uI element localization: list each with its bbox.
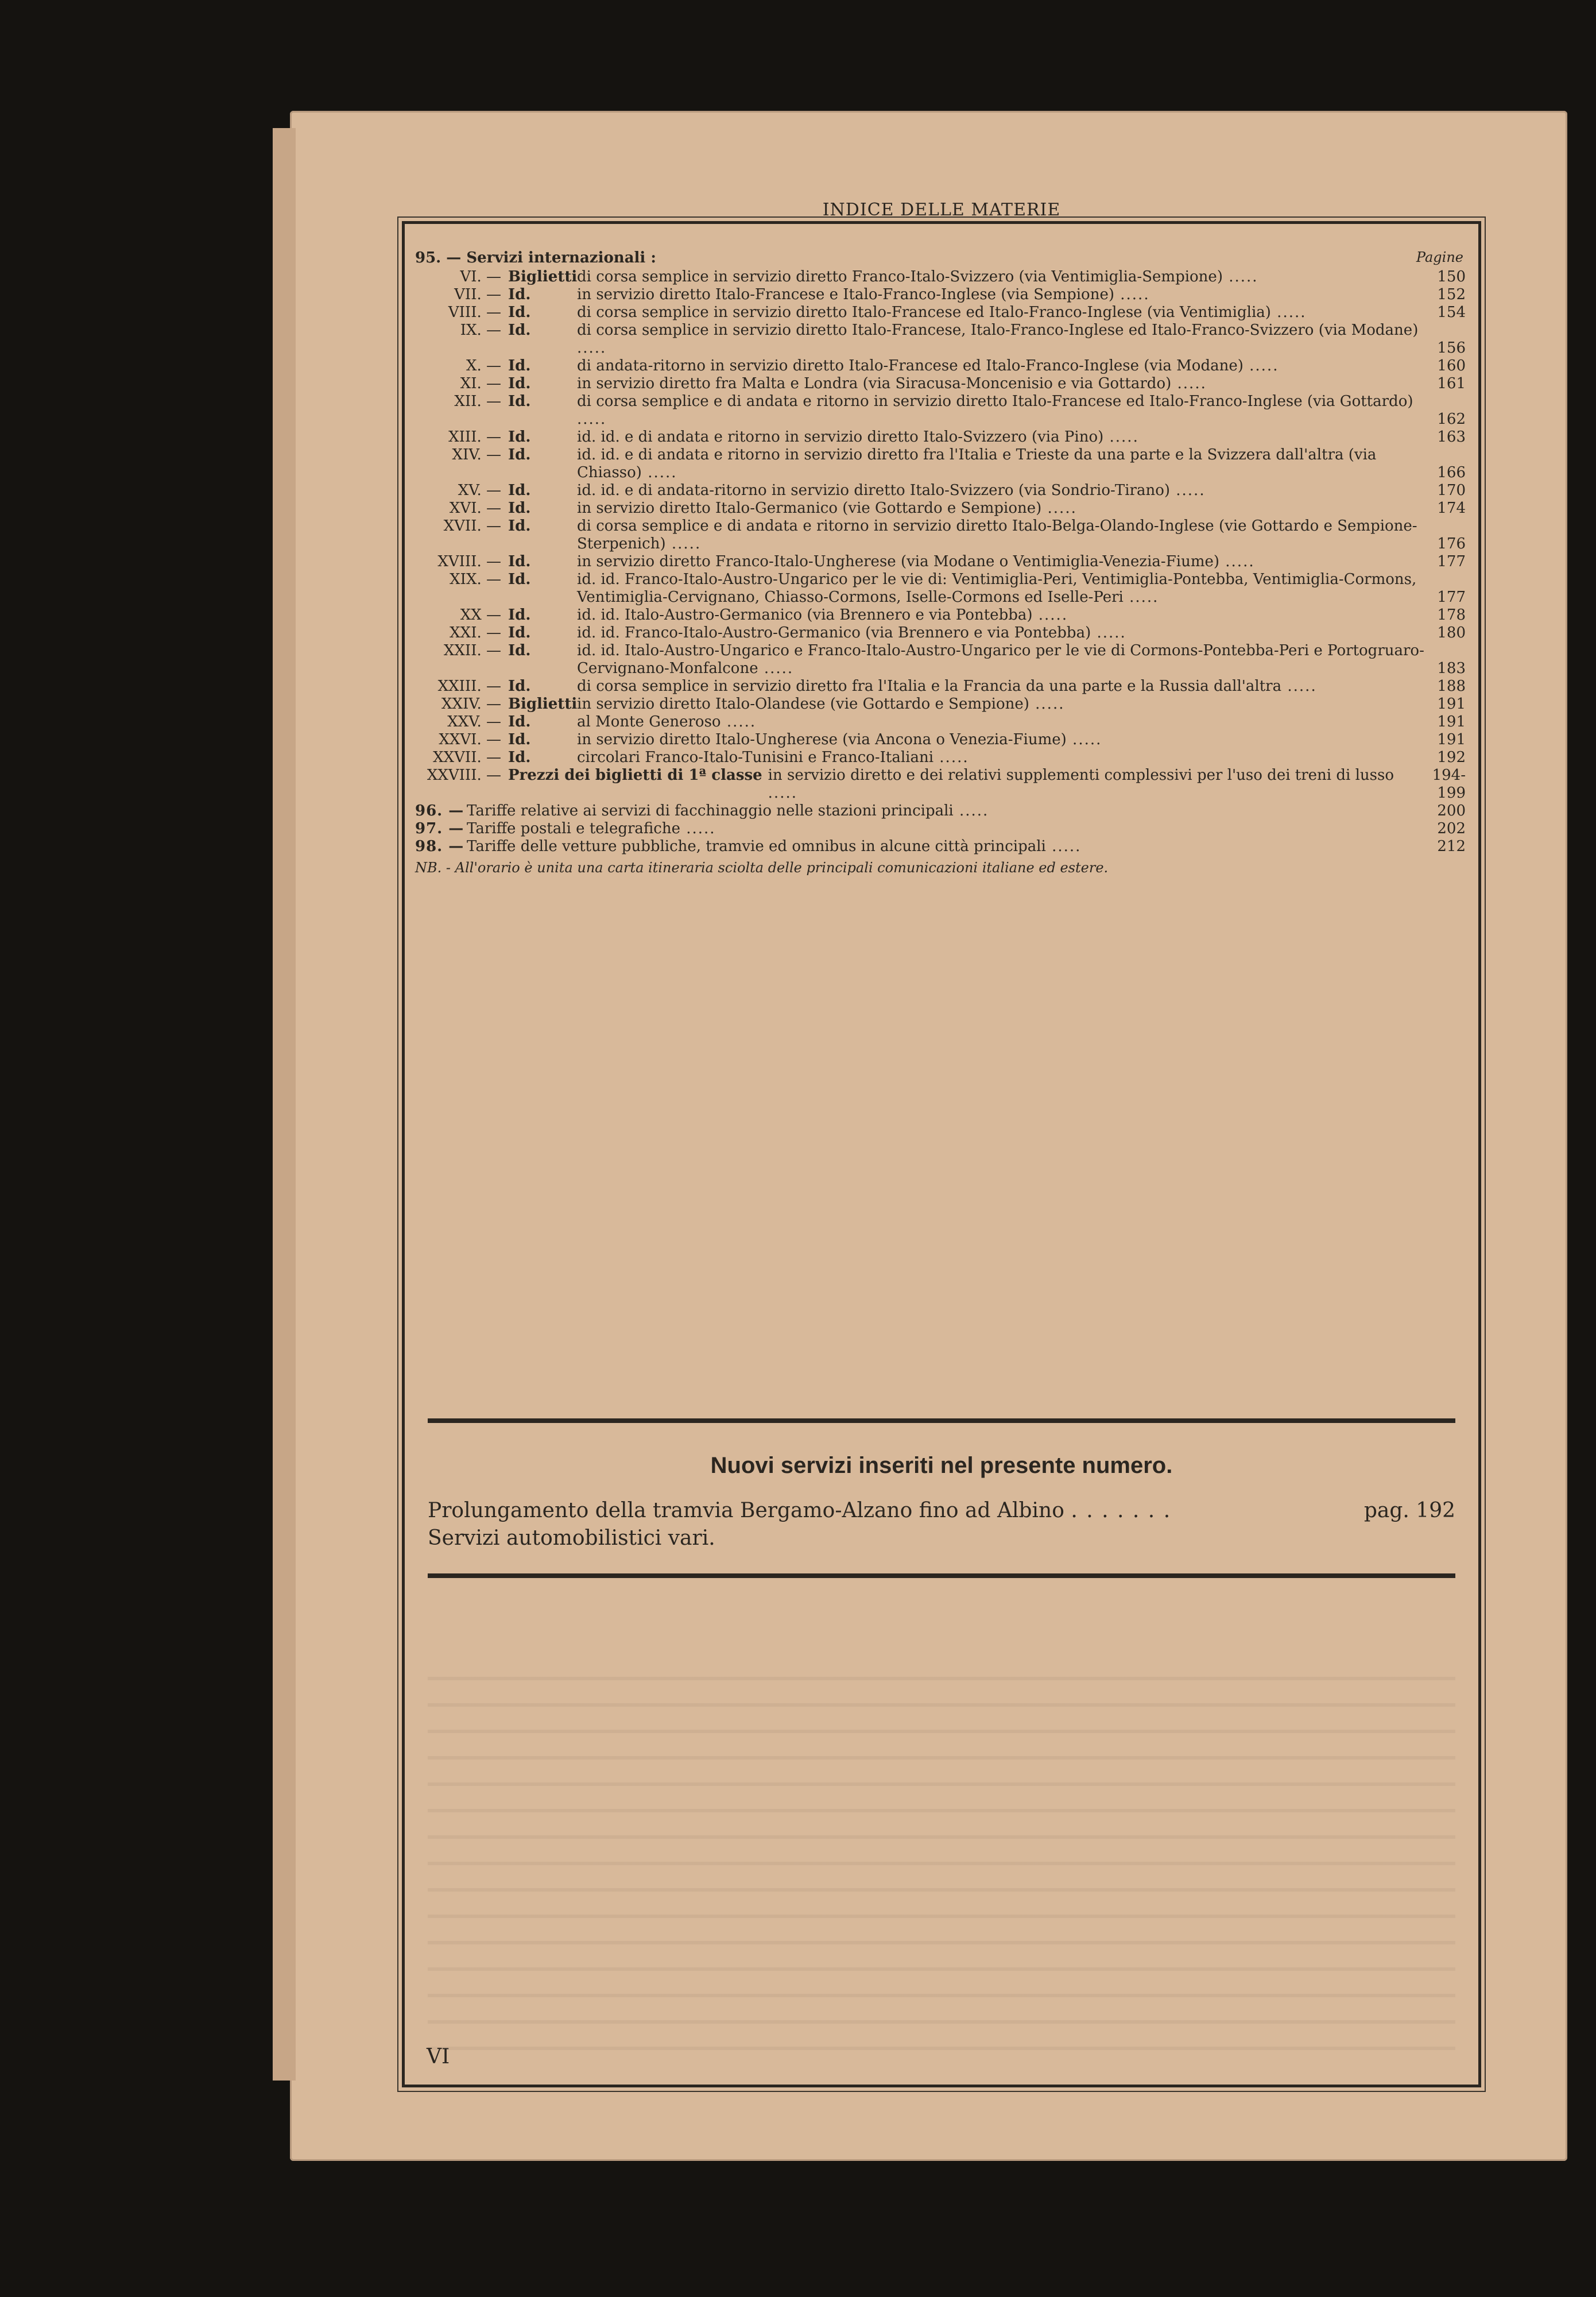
section-description: Tariffe relative ai servizi di facchinaggio nelle stazioni principali ..... 200: [467, 802, 1466, 819]
entry-page: 162: [1437, 411, 1466, 428]
entry-description: id. id. e di andata e ritorno in servizio diretto fra l'Italia e Trieste da una parte e la Svizzera dall'altra (via Chiasso) ..... 166: [577, 446, 1466, 481]
entry-text: in servizio diretto Italo-Germanico (vie Gottardo e Sempione): [577, 500, 1042, 517]
entry-id: Id.: [508, 678, 531, 695]
entry-id: Id.: [508, 393, 531, 410]
entry-text: id. id. e di andata e ritorno in servizio diretto Italo-Svizzero (via Pino): [577, 428, 1104, 446]
entry-text: id. id. Franco-Italo-Austro-Ungarico per le vie di: Ventimiglia-Peri, Ventimiglia-Pontebba, Ventimiglia-Cormons, Ventimiglia-Cervignano, Chiasso-Cormons, Iselle-Cormons ed Iselle-Peri: [577, 571, 1417, 606]
entry-number: XX —: [460, 606, 501, 624]
entry-text: al Monte Generoso: [577, 713, 721, 730]
divider-rule-2: [428, 1573, 1455, 1578]
nuovi-line-2: Servizi automobilistici vari.: [428, 1526, 715, 1550]
entry-description: di corsa semplice in servizio diretto Franco-Italo-Svizzero (via Ventimiglia-Sempione) ..... 150: [577, 268, 1466, 285]
entry-description: id. id. Italo-Austro-Germanico (via Brennero e via Pontebba) ..... 178: [577, 606, 1466, 624]
entry-number: VI. —: [460, 268, 501, 285]
entry-text: in servizio diretto Italo-Olandese (vie Gottardo e Sempione): [577, 695, 1029, 713]
entry-page: 166: [1437, 464, 1466, 481]
bleed-through-text: [428, 1671, 1455, 2050]
entry-number: XI. —: [460, 375, 501, 392]
entry-id: Id.: [508, 749, 531, 766]
entry-description: id. id. Italo-Austro-Ungarico e Franco-Italo-Austro-Ungarico per le vie di Cormons-Pontebba-Peri e Portogruaro-Cervignano-Monfalcone ..... 183: [577, 642, 1466, 677]
table-row: [415, 606, 1466, 624]
section-description: Tariffe postali e telegrafiche ..... 202: [467, 820, 1466, 837]
entry-description: di corsa semplice e di andata e ritorno in servizio diretto Italo-Francese ed Italo-Franco-Inglese (via Gottardo) ..... 162: [577, 393, 1466, 428]
entries-list: [415, 268, 1466, 802]
entry-page: 191: [1437, 731, 1466, 748]
entry-text: circolari Franco-Italo-Tunisini e Franco-Italiani: [577, 749, 934, 766]
entry-number: XXVII. —: [433, 749, 501, 766]
entry-page: 191: [1437, 713, 1466, 730]
entry-text: in servizio diretto fra Malta e Londra (via Siracusa-Moncenisio e via Gottardo): [577, 375, 1172, 392]
entry-number: IX. —: [460, 322, 501, 339]
entry-text: in servizio diretto Italo-Francese e Italo-Franco-Inglese (via Sempione): [577, 286, 1114, 303]
entry-page: 161: [1437, 375, 1466, 392]
entry-description: in servizio diretto Italo-Germanico (vie Gottardo e Sempione) ..... 174: [577, 500, 1466, 517]
entry-page: 192: [1437, 749, 1466, 766]
entry-id: Id.: [508, 322, 531, 339]
entry-number: XXVIII. —: [427, 767, 501, 784]
table-row: [415, 731, 1466, 749]
entry-description: al Monte Generoso ..... 191: [577, 713, 1466, 730]
entry-page: 180: [1437, 624, 1466, 641]
entry-number: XIV. —: [452, 446, 501, 463]
section-page: 200: [1437, 802, 1466, 819]
entry-number: XVI. —: [449, 500, 501, 517]
table-row: [415, 357, 1466, 375]
entry-id: Id.: [508, 642, 531, 659]
entry-page: 174: [1437, 500, 1466, 517]
entry-text: id. id. e di andata-ritorno in servizio diretto Italo-Svizzero (via Sondrio-Tirano): [577, 482, 1170, 499]
entry-text: in servizio diretto e dei relativi supplementi complessivi per l'uso dei treni di lusso: [768, 767, 1394, 784]
section-description: Tariffe delle vetture pubbliche, tramvie ed omnibus in alcune città principali ..... 212: [467, 838, 1466, 855]
table-row: [415, 286, 1466, 304]
table-row: [415, 428, 1466, 446]
entry-id: Id.: [508, 446, 531, 463]
table-row: [415, 304, 1466, 322]
entry-id: Id.: [508, 428, 531, 446]
table-row: [415, 642, 1466, 678]
entry-description: in servizio diretto Franco-Italo-Ungherese (via Modane o Ventimiglia-Venezia-Fiume) ..... 177: [577, 553, 1466, 570]
section-label: 98. —: [415, 838, 464, 855]
table-row: [415, 571, 1466, 606]
nuovi-line-1: Prolungamento della tramvia Bergamo-Alzano fino ad Albino . . . . . . . pag. 192: [428, 1499, 1455, 1522]
table-row: [415, 678, 1466, 695]
section-row: [415, 820, 1466, 838]
entry-page: 188: [1437, 678, 1466, 695]
entry-id: Id.: [508, 713, 531, 730]
table-row: [415, 268, 1466, 286]
entry-number: XII. —: [454, 393, 501, 410]
section-label: 96. —: [415, 802, 464, 819]
entry-number: XVII. —: [443, 517, 501, 535]
entry-text: id. id. Franco-Italo-Austro-Germanico (via Brennero e via Pontebba): [577, 624, 1091, 641]
entry-page: 178: [1437, 606, 1466, 624]
section-95-heading: 95. — Servizi internazionali :: [415, 249, 656, 266]
entry-page: 160: [1437, 357, 1466, 374]
entry-text: di corsa semplice e di andata e ritorno in servizio diretto Italo-Belga-Olando-Inglese (vie Gottardo e Sempione-Sterpenich): [577, 517, 1417, 552]
page-title: INDICE DELLE MATERIE: [822, 200, 1061, 220]
entry-page: 177: [1437, 553, 1466, 570]
entry-id: Id.: [508, 571, 531, 588]
entry-number: XXVI. —: [439, 731, 501, 748]
entry-page: 177: [1437, 589, 1466, 606]
table-row: [415, 482, 1466, 500]
entry-number: XXIV. —: [441, 695, 501, 713]
entry-text: di corsa semplice in servizio diretto Italo-Francese, Italo-Franco-Inglese ed Italo-Franco-Svizzero (via Modane): [577, 322, 1419, 339]
entry-id: Id.: [508, 517, 531, 535]
entry-text: di corsa semplice in servizio diretto fra l'Italia e la Francia da una parte e la Russia dall'altra: [577, 678, 1282, 695]
entry-id: Id.: [508, 553, 531, 570]
entry-id: Prezzi dei biglietti di 1ª classe: [508, 767, 762, 784]
table-row: [415, 375, 1466, 393]
entry-page: 163: [1437, 428, 1466, 446]
entry-text: in servizio diretto Italo-Ungherese (via Ancona o Venezia-Fiume): [577, 731, 1067, 748]
entry-id: Id.: [508, 606, 531, 624]
entry-description: id. id. Franco-Italo-Austro-Ungarico per le vie di: Ventimiglia-Peri, Ventimiglia-Pontebba, Ventimiglia-Cormons, Ventimiglia-Cervignano, Chiasso-Cormons, Iselle-Cormons ed Iselle-Peri ..... 177: [577, 571, 1466, 606]
entry-description: di corsa semplice e di andata e ritorno in servizio diretto Italo-Belga-Olando-Inglese (vie Gottardo e Sempione-Sterpenich) ..... 176: [577, 517, 1466, 552]
table-row: [415, 749, 1466, 767]
section-text: Tariffe delle vetture pubbliche, tramvie ed omnibus in alcune città principali: [467, 838, 1046, 855]
section-row: [415, 838, 1466, 856]
entry-id: Id.: [508, 624, 531, 641]
entry-description: di corsa semplice in servizio diretto Italo-Francese, Italo-Franco-Inglese ed Italo-Franco-Svizzero (via Modane) ..... 156: [577, 322, 1466, 357]
entry-number: XV. —: [458, 482, 501, 499]
entry-description: in servizio diretto Italo-Olandese (vie Gottardo e Sempione) ..... 191: [577, 695, 1466, 713]
entry-number: XXIII. —: [437, 678, 501, 695]
section-row: [415, 802, 1466, 820]
section-page: 202: [1437, 820, 1466, 837]
table-of-contents: [415, 246, 1466, 877]
entry-description: in servizio diretto e dei relativi supplementi complessivi per l'uso dei treni di lusso ..... 194-199: [768, 767, 1466, 802]
entry-description: in servizio diretto fra Malta e Londra (via Siracusa-Moncenisio e via Gottardo) ..... 161: [577, 375, 1466, 392]
tramvia-page: pag. 192: [1363, 1499, 1455, 1522]
underlying-page-edge: [273, 128, 296, 2081]
entry-number: XVIII. —: [437, 553, 501, 570]
pagine-label: Pagine: [1416, 249, 1463, 265]
entry-id: Id.: [508, 375, 531, 392]
entry-page: 183: [1437, 660, 1466, 677]
entry-text: di andata-ritorno in servizio diretto Italo-Francese ed Italo-Franco-Inglese (via Modane): [577, 357, 1244, 374]
entry-number: X. —: [466, 357, 501, 374]
entry-id: Biglietti: [508, 695, 578, 713]
entry-number: XIII. —: [448, 428, 501, 446]
entry-page: 194-199: [1432, 767, 1466, 802]
entry-description: in servizio diretto Italo-Ungherese (via Ancona o Venezia-Fiume) ..... 191: [577, 731, 1466, 748]
entry-id: Biglietti: [508, 268, 578, 285]
entry-text: di corsa semplice e di andata e ritorno in servizio diretto Italo-Francese ed Italo-Franco-Inglese (via Gottardo): [577, 393, 1413, 410]
entry-page: 170: [1437, 482, 1466, 499]
table-row: [415, 322, 1466, 357]
entry-description: di corsa semplice in servizio diretto fra l'Italia e la Francia da una parte e la Russia dall'altra ..... 188: [577, 678, 1466, 695]
entry-description: id. id. Franco-Italo-Austro-Germanico (via Brennero e via Pontebba) ..... 180: [577, 624, 1466, 641]
entry-text: di corsa semplice in servizio diretto Italo-Francese ed Italo-Franco-Inglese (via Ventimiglia): [577, 304, 1271, 321]
table-row: [415, 713, 1466, 731]
section-page: 212: [1437, 838, 1466, 855]
entry-description: id. id. e di andata e ritorno in servizio diretto Italo-Svizzero (via Pino) ..... 163: [577, 428, 1466, 446]
entry-description: di corsa semplice in servizio diretto Italo-Francese ed Italo-Franco-Inglese (via Ventimiglia) ..... 154: [577, 304, 1466, 321]
nb-note: NB. - All'orario è unita una carta itineraria sciolta delle principali comunicazioni italiane ed estere.: [415, 860, 1109, 876]
entry-description: id. id. e di andata-ritorno in servizio diretto Italo-Svizzero (via Sondrio-Tirano) ..... 170: [577, 482, 1466, 499]
entry-description: di andata-ritorno in servizio diretto Italo-Francese ed Italo-Franco-Inglese (via Modane) ..... 160: [577, 357, 1466, 374]
entry-number: XIX. —: [450, 571, 501, 588]
table-row: [415, 553, 1466, 571]
entry-description: in servizio diretto Italo-Francese e Italo-Franco-Inglese (via Sempione) ..... 152: [577, 286, 1466, 303]
entry-page: 156: [1437, 339, 1466, 357]
page-number: VI: [427, 2045, 450, 2068]
entry-id: Id.: [508, 357, 531, 374]
section-text: Tariffe relative ai servizi di facchinaggio nelle stazioni principali: [467, 802, 954, 819]
table-row: [415, 767, 1466, 802]
entry-text: id. id. Italo-Austro-Germanico (via Brennero e via Pontebba): [577, 606, 1033, 624]
sections-list: [415, 802, 1466, 856]
entry-description: circolari Franco-Italo-Tunisini e Franco-Italiani ..... 192: [577, 749, 1466, 766]
table-row: [415, 446, 1466, 482]
entry-number: VIII. —: [448, 304, 501, 321]
divider-rule: [428, 1418, 1455, 1423]
entry-id: Id.: [508, 731, 531, 748]
section-text: Tariffe postali e telegrafiche: [467, 820, 680, 837]
entry-id: Id.: [508, 500, 531, 517]
table-row: [415, 517, 1466, 553]
entry-number: XXI. —: [450, 624, 501, 641]
entry-text: di corsa semplice in servizio diretto Franco-Italo-Svizzero (via Ventimiglia-Sempione): [577, 268, 1223, 285]
entry-page: 176: [1437, 535, 1466, 552]
entry-id: Id.: [508, 286, 531, 303]
entry-id: Id.: [508, 304, 531, 321]
entry-number: XXV. —: [447, 713, 501, 730]
table-row: [415, 500, 1466, 517]
table-row: [415, 624, 1466, 642]
entry-number: VII. —: [454, 286, 501, 303]
entry-number: XXII. —: [443, 642, 501, 659]
tramvia-text: Prolungamento della tramvia Bergamo-Alzano fino ad Albino: [428, 1499, 1064, 1522]
entry-page: 191: [1437, 695, 1466, 713]
table-row: [415, 393, 1466, 428]
index-frame: [402, 200, 1481, 2087]
entry-text: in servizio diretto Franco-Italo-Ungherese (via Modane o Ventimiglia-Venezia-Fiume): [577, 553, 1220, 570]
entry-page: 150: [1437, 268, 1466, 285]
entry-text: id. id. Italo-Austro-Ungarico e Franco-Italo-Austro-Ungarico per le vie di Cormons-Pontebba-Peri e Portogruaro-Cervignano-Monfalcone: [577, 642, 1424, 677]
table-row: [415, 695, 1466, 713]
nuovi-servizi-title: Nuovi servizi inseriti nel presente numero.: [710, 1453, 1173, 1478]
entry-page: 154: [1437, 304, 1466, 321]
section-label: 97. —: [415, 820, 464, 837]
entry-page: 152: [1437, 286, 1466, 303]
entry-id: Id.: [508, 482, 531, 499]
entry-text: id. id. e di andata e ritorno in servizio diretto fra l'Italia e Trieste da una parte e la Svizzera dall'altra (via Chiasso): [577, 446, 1377, 481]
